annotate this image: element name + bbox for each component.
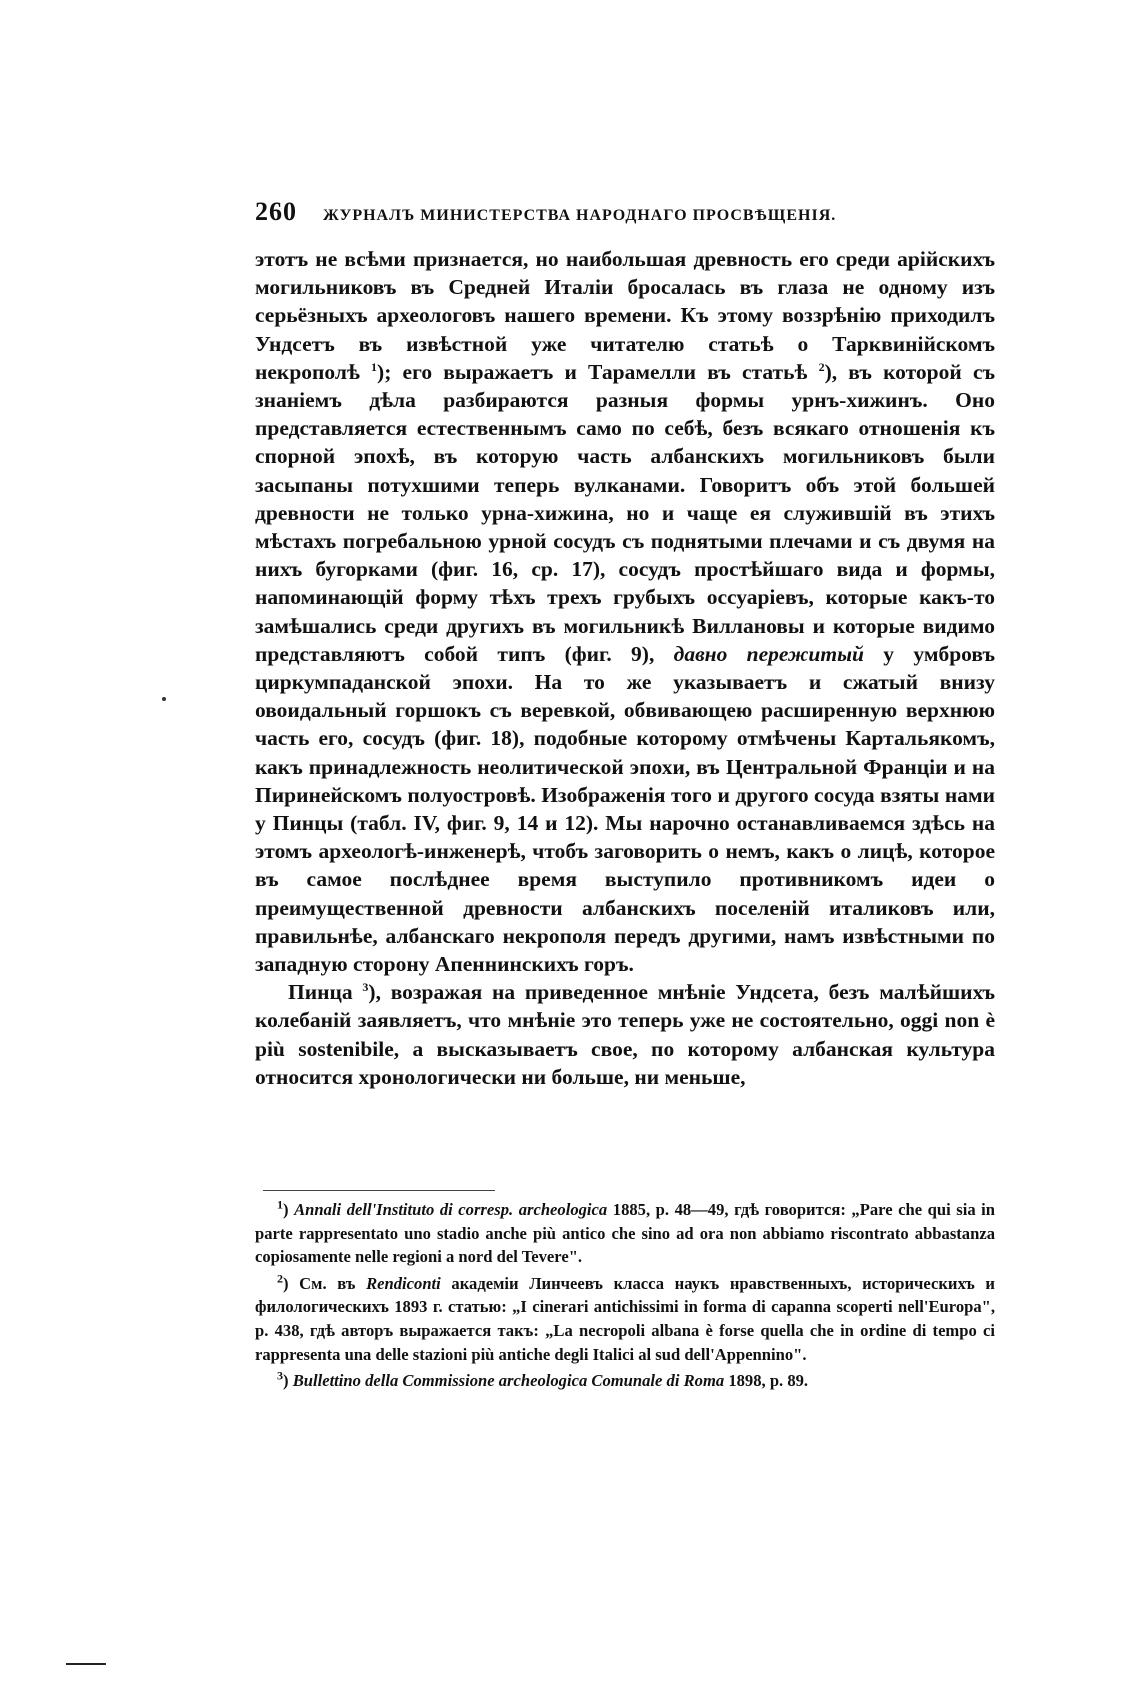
body-text [255, 245, 995, 1091]
running-head: ЖУРНАЛЪ МИНИСТЕРСТВА НАРОДНАГО ПРОСВѢЩЕНІЯ. [323, 207, 837, 224]
paragraph-1 [255, 245, 995, 978]
footnote-divider [263, 1190, 495, 1191]
footnotes [255, 1198, 995, 1396]
footnote-3-source: Bullettino della Commissione archeologica Comunale di Roma [292, 1371, 725, 1391]
paragraph-2-part-1: Пинца [288, 980, 353, 1005]
footnote-2-text: академіи Линчеевъ класса наукъ нравственныхъ, историческихъ и филологическихъ 1893 г. статью: „I cinerari antichissimi in forma di capanna scoperti nell'Europa", p. 438, гдѣ авторъ выражается такъ: „La necropoli albana è forse quella che in ordine di tempo ci rappresenta una delle stazioni più antiche degli Italici al sud dell'Appennino". [255, 1273, 995, 1364]
page-number: 260 [255, 197, 297, 226]
footnote-2-source: Rendiconti [366, 1273, 441, 1293]
footnote-ref-1: 1 [371, 359, 378, 374]
paragraph-2 [255, 978, 995, 1091]
margin-dot [162, 697, 166, 701]
paragraph-2-part-2: ), возражая на приведенное мнѣніе Ундсета, безъ малѣйшихъ колебаній заявляетъ, что мнѣніе это теперь уже не состоятельно, oggi non è più sostenibile, а высказываетъ свое, по которому албанская культура относится хронологически ни больше, ни меньше, [255, 980, 996, 1089]
footnote-3-text: 1898, p. 89. [728, 1371, 809, 1391]
paragraph-1-part-1: этотъ не всѣми признается, но наибольшая древность его среди арійскихъ могильниковъ въ Средней Италіи бросалась въ глаза не одному изъ серьёзныхъ археологовъ нашего времени. Къ этому воззрѣнію приходилъ Ундсетъ въ извѣстной уже читателю статьѣ о Тарквинійскомъ некрополѣ [255, 247, 995, 384]
footnote-2-marker: 2 [277, 1271, 283, 1286]
paragraph-1-part-4: у умбровъ циркумпаданской эпохи. На то же указываетъ и сжатый внизу овоидальный горшокъ съ веревкой, обвивающею расширенную верхнюю часть его, сосудъ (фиг. 18), подобные которому отмѣчены Картальякомъ, какъ принадлежность неолитической эпохи, въ Центральной Франціи и на Пиринейскомъ полуостровѣ. Изображенія того и другого сосуда взяты нами у Пинцы (табл. IV, фиг. 9, 14 и 12). Мы нарочно останавливаемся здѣсь на этомъ археологѣ-инженерѣ, чтобъ заговорить о немъ, какъ о лицѣ, которое въ самое послѣднее время выступило противникомъ идеи о преимущественной древности албанскихъ поселеній италиковъ или, правильнѣе, албанскаго некрополя передъ другими, намъ извѣстными по западную сторону Апеннинскихъ горъ. [255, 641, 996, 977]
margin-dash [66, 1663, 106, 1665]
footnote-1-text: 1885, p. 48—49, гдѣ говорится: „Pare che qui sia in parte rappresentato uno stadio anche più antico che sino ad ora non abbiamo riscontrato abbastanza copiosamente nelle regioni a nord del Tevere". [255, 1200, 996, 1267]
paragraph-1-part-2: ); его выражаетъ и Тарамелли въ статьѣ [377, 359, 808, 384]
footnote-3: $^3$) Bullettino della Commissione archeologica Comunale di Roma 1898, p. 89. [277, 1368, 809, 1391]
footnote-1: $^1$) Annali dell'Instituto di corresp. archeologica 1885, p. 48—49, гдѣ говорится: „Pare che qui sia in parte rappresentato uno stadio anche più antico che sino ad ora non abbiamo riscontrato abbastanza copiosamente nelle regioni a nord del Tevere". [255, 1197, 996, 1267]
page-header [255, 197, 995, 231]
footnote-ref-3: 3 [362, 980, 369, 995]
italic-phrase: давно пережитый [673, 641, 864, 666]
footnote-ref-2: 2 [818, 359, 825, 374]
footnote-3-marker: 3 [277, 1368, 283, 1383]
footnote-2: $^2$) См. въ Rendiconti академіи Линчеевъ класса наукъ нравственныхъ, историческихъ и филологическихъ 1893 г. статью: „I cinerari antichissimi in forma di capanna scoperti nell'Europa", p. 438, гдѣ авторъ выражается такъ: „La necropoli albana è forse quella che in ordine di tempo ci rappresenta una delle stazioni più antiche degli Italici al sud dell'Appennino". [255, 1271, 995, 1364]
footnote-1-source: Annali dell'Instituto di corresp. archeologica [294, 1200, 608, 1219]
footnote-1-marker: 1 [277, 1197, 283, 1212]
footnote-2-lead: См. въ [299, 1273, 356, 1293]
paragraph-1-part-3: ), въ которой съ знаніемъ дѣла разбираются разныя формы урнъ-хижинъ. Оно представляется естественнымъ само по себѣ, безъ всякаго отношенія къ спорной эпохѣ, въ которую часть албанскихъ могильниковъ были засыпаны потухшими теперь вулканами. Говоритъ объ этой большей древности не только урна-хижина, но и чаще ея служившій въ этихъ мѣстахъ погребальною урной сосудъ съ поднятыми плечами и съ двумя на нихъ бугорками (фиг. 16, ср. 17), сосудъ простѣйшаго вида и формы, напоминающій форму тѣхъ трехъ грубыхъ оссуаріевъ, которые какъ-то замѣшались среди другихъ въ могильникѣ Виллановы и которые видимо представляютъ собой типъ (фиг. 9), [255, 359, 996, 666]
